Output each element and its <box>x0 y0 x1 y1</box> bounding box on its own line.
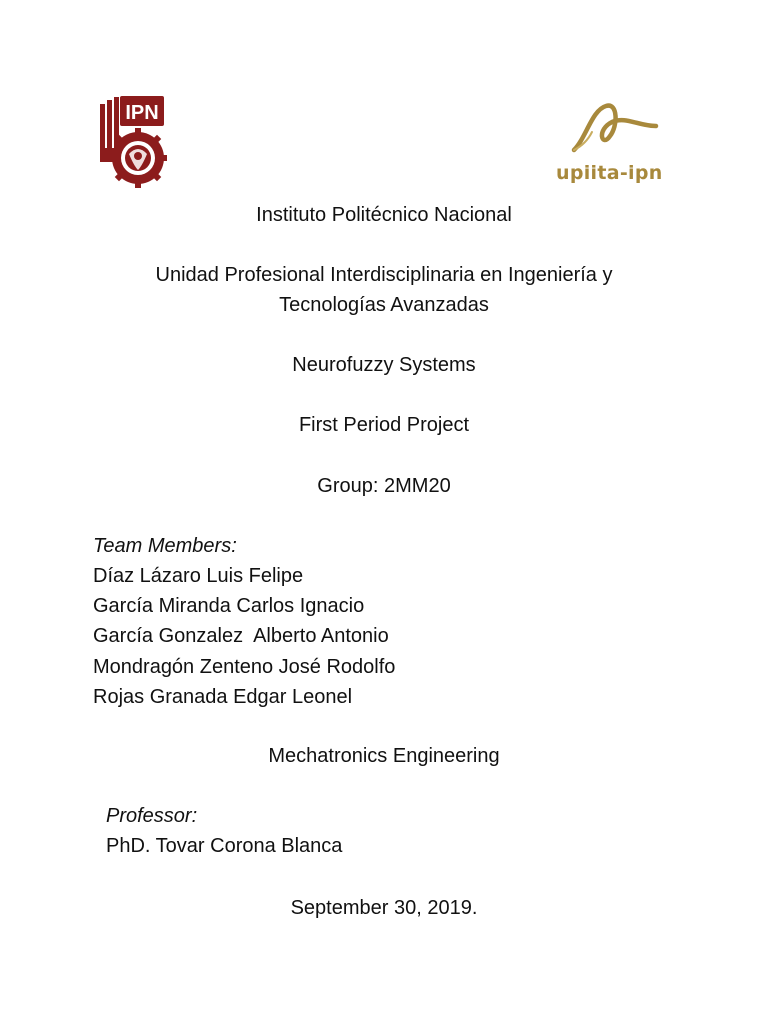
group-label: Group: 2MM20 <box>317 475 451 497</box>
unit-name-line-2: Tecnologías Avanzadas <box>279 294 489 316</box>
professor-name: PhD. Tovar Corona Blanca <box>106 835 343 857</box>
program-name: Mechatronics Engineering <box>268 745 500 767</box>
team-member: García Gonzalez Alberto Antonio <box>93 625 389 648</box>
team-member: Rojas Granada Edgar Leonel <box>93 685 353 708</box>
ipn-logo <box>98 94 168 190</box>
submission-date: September 30, 2019. <box>290 897 478 919</box>
ipn-seal-icon <box>98 94 168 190</box>
professor-heading: Professor: <box>106 805 198 827</box>
team-members-heading: Team Members: <box>93 535 237 557</box>
team-member: García Miranda Carlos Ignacio <box>93 595 365 618</box>
upiita-logo <box>552 96 674 188</box>
team-member: Díaz Lázaro Luis Felipe <box>93 565 304 587</box>
team-members-list <box>93 561 395 712</box>
institution-name: Instituto Politécnico Nacional <box>256 204 512 226</box>
unit-name-line-1: Unidad Profesional Interdisciplinaria en Ingeniería y <box>155 264 613 286</box>
upiita-swoosh-icon <box>552 96 674 162</box>
project-title: First Period Project <box>298 414 470 436</box>
ipn-logo-text: IPN <box>125 102 159 124</box>
team-member: Mondragón Zenteno José Rodolfo <box>93 655 396 678</box>
upiita-logo-text: upiita-ipn <box>556 162 663 184</box>
course-name: Neurofuzzy Systems <box>292 354 476 376</box>
